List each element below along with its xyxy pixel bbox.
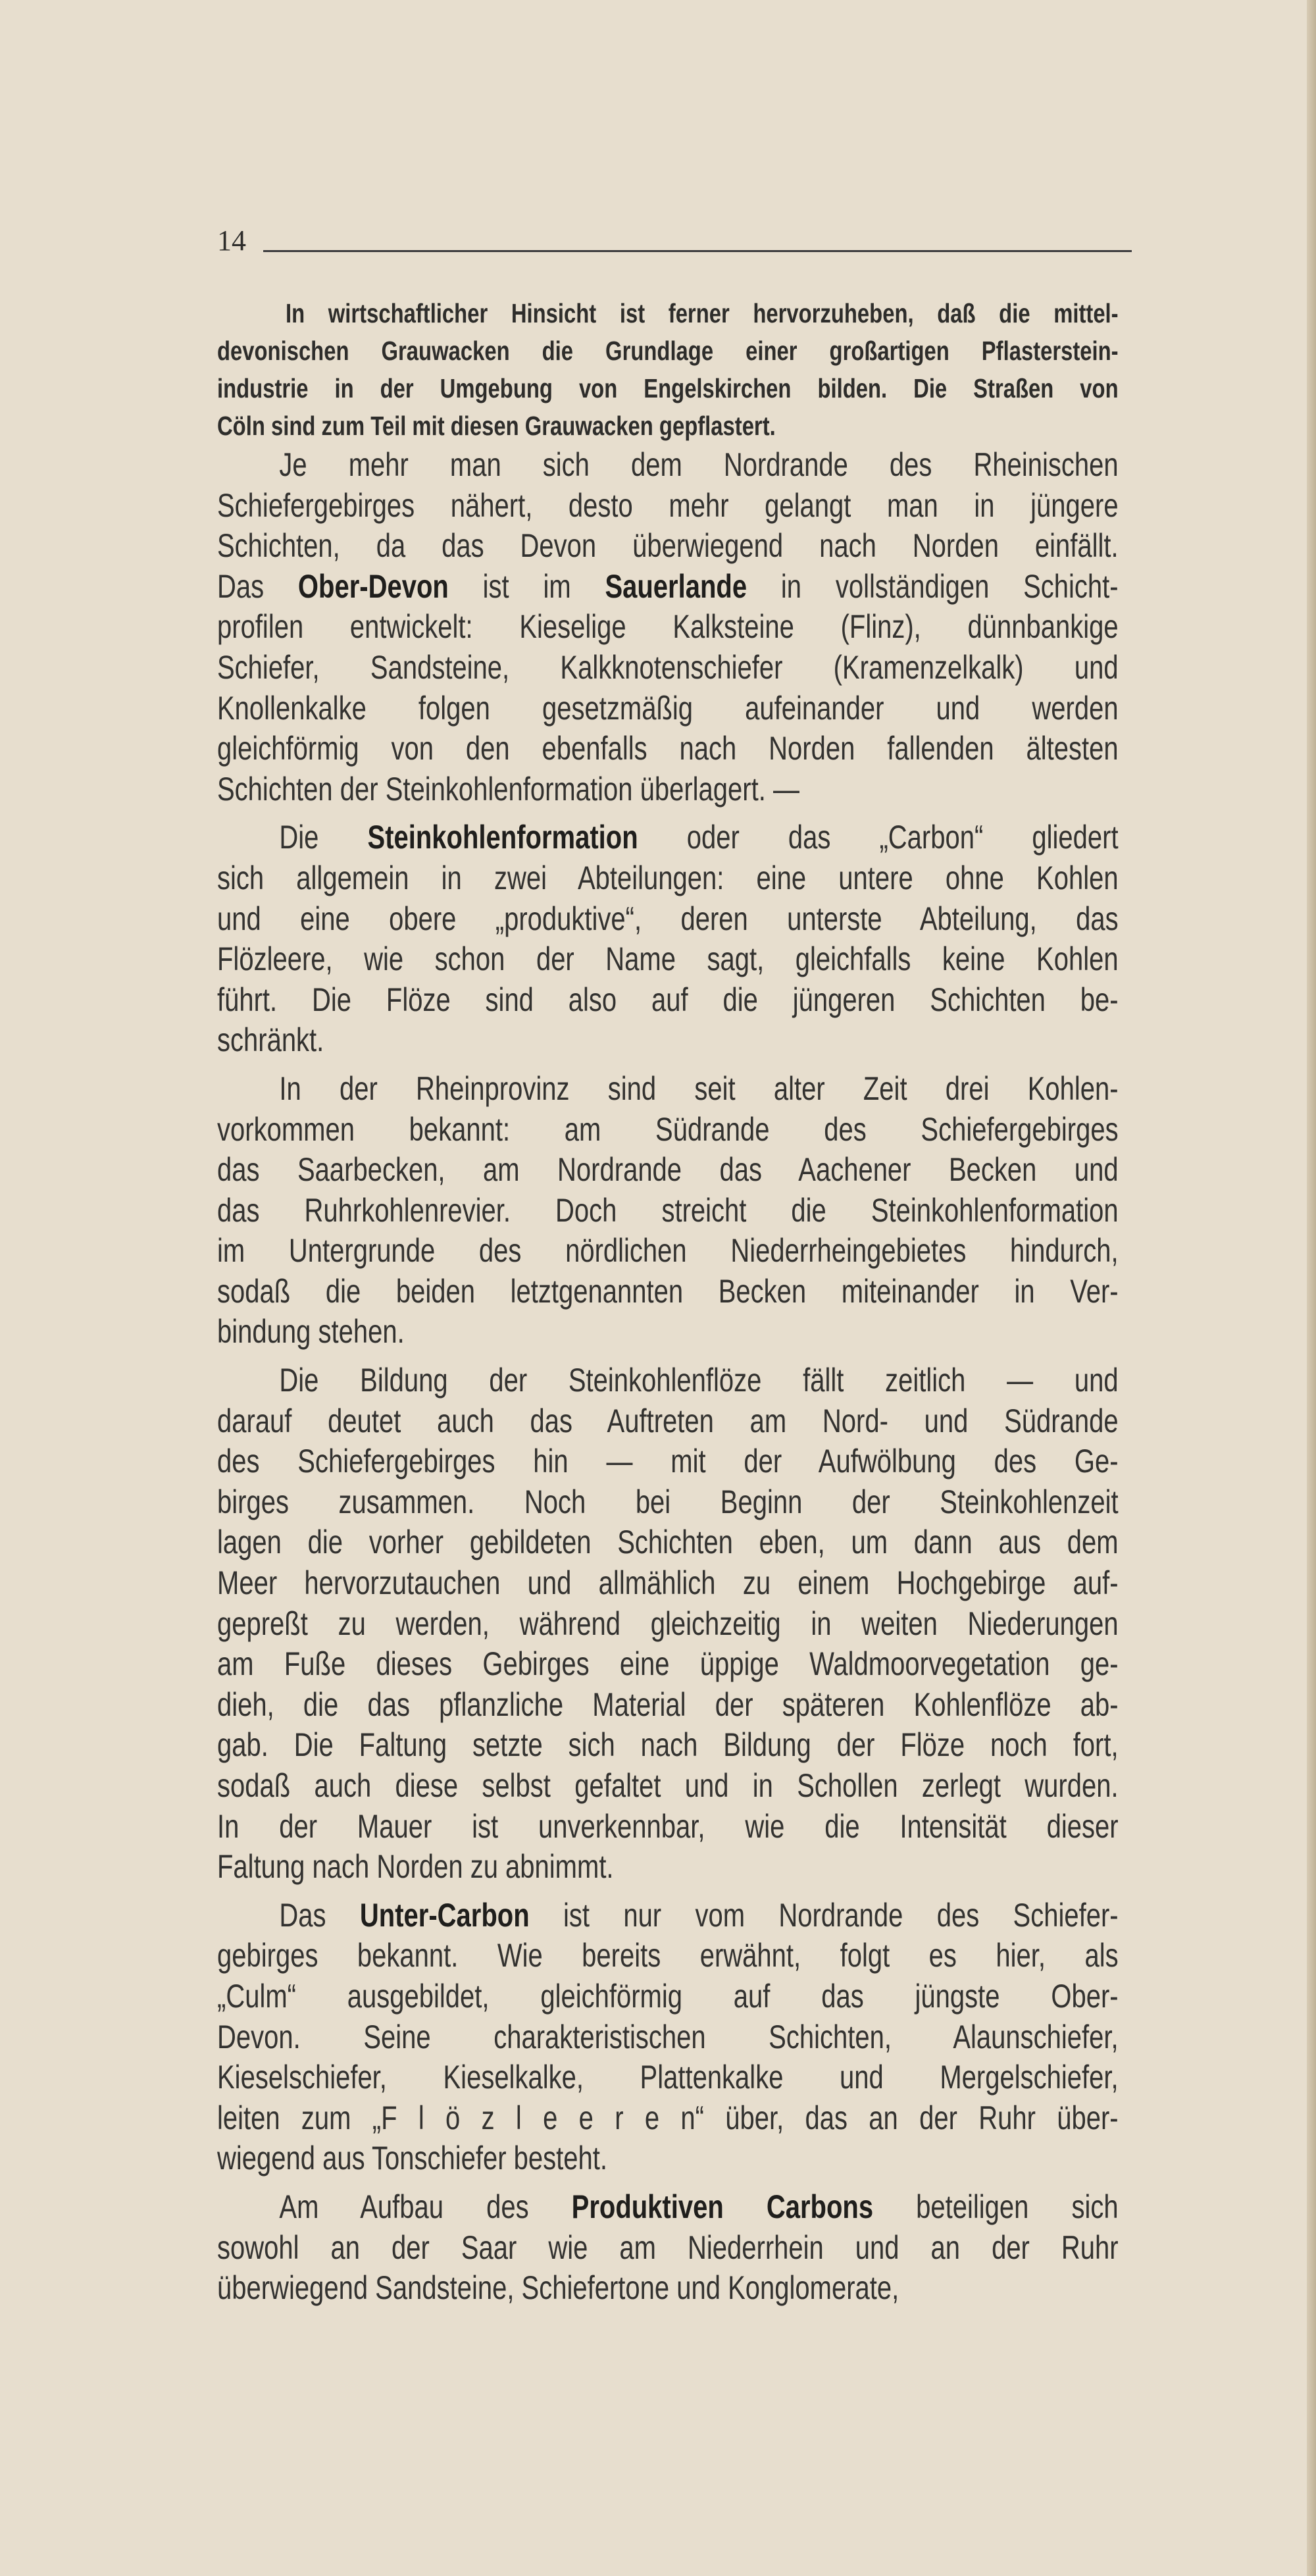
text-line — [217, 729, 1119, 769]
page-edge — [1307, 0, 1316, 2576]
text-line — [217, 980, 1119, 1021]
text-segment: Schiefer, Sandsteine, Kalkknotenschiefer (Kramenzelkalk) und — [217, 648, 1119, 686]
text-segment: vorkommen bekannt: am Südrande des Schiefergebirges — [217, 1110, 1119, 1148]
paragraph — [217, 1360, 1119, 1888]
bold-term: Produktiven Carbons — [571, 2188, 874, 2225]
text-segment: ist nur vom Nordrande des Schiefer- — [529, 1896, 1119, 1934]
bold-term: Ober-Devon — [297, 567, 449, 605]
text-segment: Flözleere, wie schon der Name sagt, gleichfalls keine Kohlen — [217, 940, 1119, 978]
text-line — [217, 1522, 1119, 1563]
text-line — [217, 370, 1119, 407]
text-line — [217, 899, 1119, 940]
text-segment: beteiligen sich — [873, 2188, 1119, 2225]
text-segment: profilen entwickelt: Kieselige Kalksteine (Flinz), dünnbankige — [217, 608, 1119, 646]
text-segment: birges zusammen. Noch bei Beginn der Steinkohlenzeit — [217, 1483, 1119, 1520]
text-segment: gab. Die Faltung setzte sich nach Bildung der Flöze noch fort, — [217, 1726, 1119, 1764]
text-line — [217, 1441, 1119, 1482]
text-segment: lagen die vorher gebildeten Schichten eben, um dann aus dem — [217, 1524, 1119, 1561]
text-segment: des Schiefergebirges hin — mit der Aufwölbung des Ge- — [217, 1443, 1119, 1480]
header-rule — [263, 250, 1132, 252]
text-segment: Die — [279, 819, 368, 856]
page-number: 14 — [217, 224, 246, 257]
text-line — [217, 486, 1119, 527]
text-line — [217, 1020, 1119, 1061]
text-segment: und eine obere „produktive“, deren unterste Abteilung, das — [217, 900, 1119, 937]
text-segment: gebirges bekannt. Wie bereits erwähnt, folgt es hier, als — [217, 1937, 1119, 1974]
text-segment: bindung stehen. — [217, 1313, 405, 1351]
text-segment: am Fuße dieses Gebirges eine üppige Waldmoorvegetation ge- — [217, 1645, 1119, 1683]
text-line — [217, 1895, 1119, 1936]
text-line — [217, 1272, 1119, 1312]
text-line — [217, 2228, 1119, 2269]
text-segment: darauf deutet auch das Auftreten am Nord- und Südrande — [217, 1402, 1119, 1439]
text-line — [217, 1563, 1119, 1604]
text-line — [217, 1110, 1119, 1150]
body-text — [217, 445, 1119, 2317]
text-segment: industrie in der Umgebung von Engelskirchen bilden. Die Straßen von — [217, 373, 1119, 403]
text-line — [217, 2098, 1119, 2139]
text-segment: Knollenkalke folgen gesetzmäßig aufeinander und werden — [217, 689, 1119, 727]
text-segment: devonischen Grauwacken die Grundlage einer großartigen Pflasterstein- — [217, 336, 1119, 366]
text-segment: im Untergrunde des nördlichen Niederrheingebietes hindurch, — [217, 1232, 1119, 1270]
text-line — [217, 2057, 1119, 2098]
text-line — [217, 2187, 1119, 2228]
text-line — [217, 1936, 1119, 1976]
text-segment: „Culm“ ausgebildet, gleichförmig auf das jüngste Ober- — [217, 1977, 1119, 2015]
text-segment: Die Bildung der Steinkohlenflöze fällt zeitlich — und — [279, 1362, 1119, 1399]
text-segment: sodaß auch diese selbst gefaltet und in Schollen zerlegt wurden. — [217, 1767, 1119, 1804]
paragraph — [217, 817, 1119, 1061]
text-line — [217, 1150, 1119, 1191]
text-line — [217, 1312, 1119, 1352]
text-line — [217, 2268, 1119, 2309]
text-segment: das Saarbecken, am Nordrande das Aachener Becken und — [217, 1151, 1119, 1189]
page-header — [217, 224, 1132, 263]
text-segment: Schichten der Steinkohlenformation überlagert. — — [217, 770, 799, 808]
text-segment: leiten zum „F l ö z l e e r e n“ über, das an der Ruhr über- — [217, 2099, 1119, 2136]
text-line — [217, 817, 1119, 858]
text-segment: Schiefergebirges nähert, desto mehr gelangt man in jüngere — [217, 486, 1119, 524]
text-line — [217, 1807, 1119, 1847]
text-line — [217, 1482, 1119, 1523]
text-segment: führt. Die Flöze sind also auf die jüngeren Schichten be- — [217, 981, 1119, 1018]
text-line — [217, 567, 1119, 607]
text-line — [217, 445, 1119, 486]
bold-term: Steinkohlenformation — [367, 819, 638, 856]
text-segment: Meer hervorzutauchen und allmählich zu einem Hochgebirge auf- — [217, 1564, 1119, 1602]
text-line — [217, 407, 1119, 445]
text-line — [217, 1685, 1119, 1726]
text-segment: In der Mauer ist unverkennbar, wie die Intensität dieser — [217, 1807, 1119, 1845]
text-segment: Je mehr man sich dem Nordrande des Rheinischen — [279, 446, 1119, 483]
text-segment: Das — [279, 1896, 360, 1934]
text-line — [217, 1191, 1119, 1231]
text-segment: Das — [217, 567, 298, 605]
paragraph — [217, 445, 1119, 810]
text-line — [217, 939, 1119, 980]
bold-term: Unter-Carbon — [359, 1896, 530, 1934]
text-segment: gleichförmig von den ebenfalls nach Norden fallenden ältesten — [217, 730, 1119, 767]
text-line — [217, 1360, 1119, 1401]
text-line — [217, 1766, 1119, 1807]
text-line — [217, 1604, 1119, 1645]
text-line — [217, 2017, 1119, 2058]
text-segment: überwiegend Sandsteine, Schiefertone und Konglomerate, — [217, 2269, 899, 2307]
text-segment: in vollständigen Schicht- — [747, 567, 1119, 605]
text-segment: wiegend aus Tonschiefer besteht. — [217, 2140, 607, 2177]
text-segment: sodaß die beiden letztgenannten Becken miteinander in Ver- — [217, 1272, 1119, 1310]
text-line — [217, 769, 1119, 810]
text-line — [217, 1644, 1119, 1685]
paragraph — [217, 1069, 1119, 1352]
text-segment: sowohl an der Saar wie am Niederrhein und an der Ruhr — [217, 2228, 1119, 2266]
text-line — [217, 1725, 1119, 1766]
text-segment: dieh, die das pflanzliche Material der späteren Kohlenflöze ab- — [217, 1686, 1119, 1723]
text-segment: In wirtschaftlicher Hinsicht ist ferner hervorzuheben, daß die mittel- — [286, 298, 1119, 328]
text-line — [217, 1847, 1119, 1888]
text-segment: gepreßt zu werden, während gleichzeitig in weiten Niederungen — [217, 1605, 1119, 1642]
text-segment: oder das „Carbon“ gliedert — [638, 819, 1119, 856]
text-segment: das Ruhrkohlenrevier. Doch streicht die Steinkohlenformation — [217, 1191, 1119, 1229]
text-segment: ist im — [448, 567, 605, 605]
text-line — [217, 607, 1119, 648]
text-line — [217, 1976, 1119, 2017]
bold-term: Sauerlande — [605, 567, 747, 605]
text-line — [217, 2138, 1119, 2179]
text-segment: Cöln sind zum Teil mit diesen Grauwacken gepflastert. — [217, 411, 776, 441]
paragraph — [217, 295, 1119, 445]
text-segment: Schichten, da das Devon überwiegend nach Norden einfällt. — [217, 527, 1119, 565]
text-segment: Am Aufbau des — [279, 2188, 572, 2225]
text-segment: schränkt. — [217, 1021, 324, 1059]
intro-paragraph — [217, 295, 1119, 453]
text-segment: Faltung nach Norden zu abnimmt. — [217, 1848, 614, 1886]
text-line — [217, 858, 1119, 899]
text-line — [217, 648, 1119, 688]
text-segment: Devon. Seine charakteristischen Schichten, Alaunschiefer, — [217, 2018, 1119, 2055]
paragraph — [217, 2187, 1119, 2309]
text-line — [217, 526, 1119, 567]
text-line — [217, 1231, 1119, 1272]
text-segment: In der Rheinprovinz sind seit alter Zeit drei Kohlen- — [279, 1069, 1119, 1107]
paragraph — [217, 1895, 1119, 2179]
text-line — [217, 1401, 1119, 1442]
text-segment: Kieselschiefer, Kieselkalke, Plattenkalke und Mergelschiefer, — [217, 2059, 1119, 2096]
text-line — [217, 1069, 1119, 1110]
text-segment: sich allgemein in zwei Abteilungen: eine untere ohne Kohlen — [217, 859, 1119, 896]
text-line — [217, 295, 1119, 332]
text-line — [217, 332, 1119, 370]
text-line — [217, 688, 1119, 729]
